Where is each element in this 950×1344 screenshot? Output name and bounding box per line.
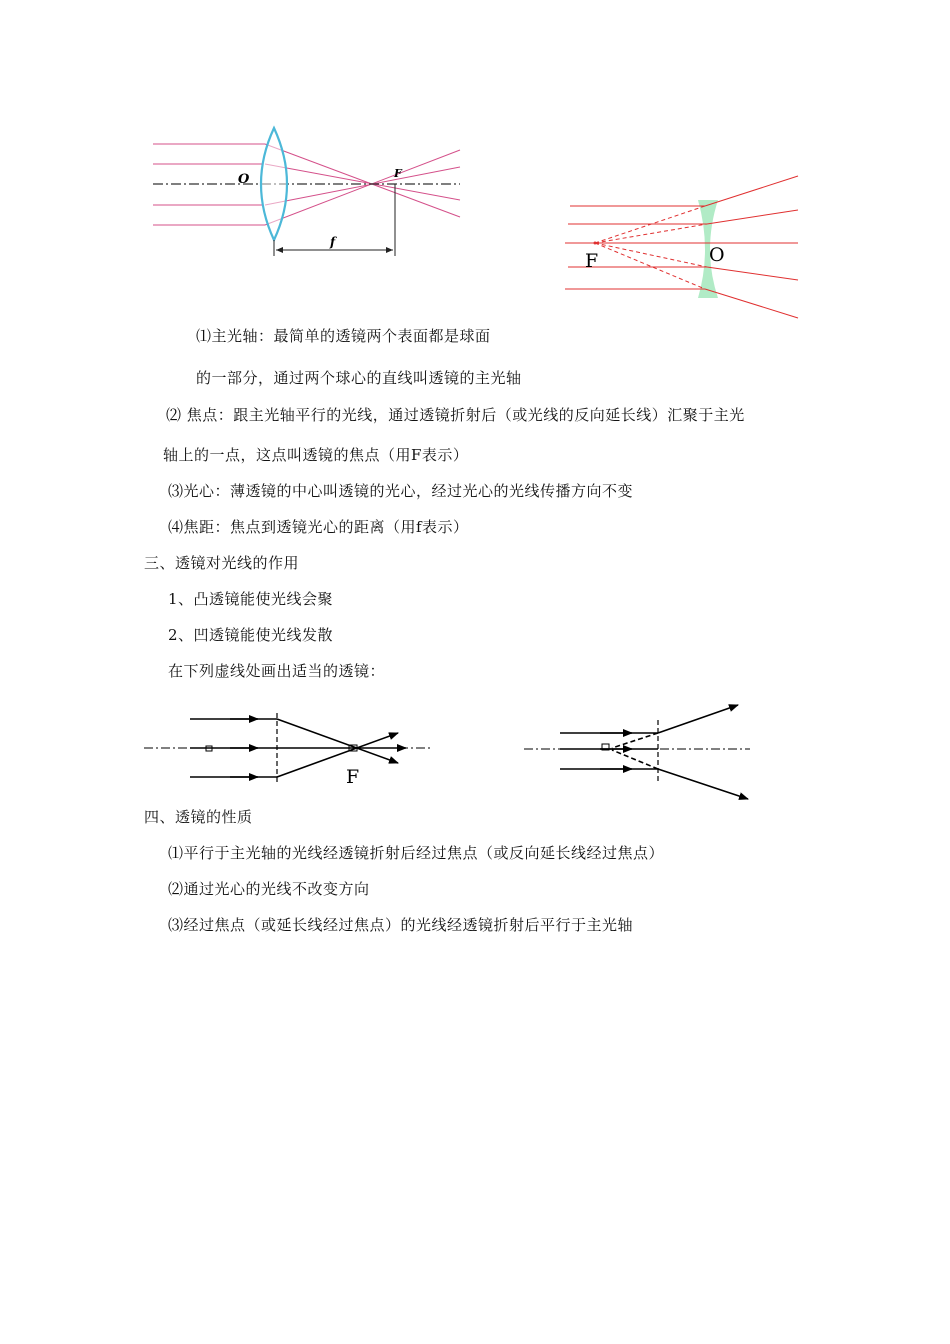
lens-property: ⑶经过焦点（或延长线经过焦点）的光线经透镜折射后平行于主光轴 bbox=[168, 916, 634, 934]
exercise-converging-diagram bbox=[140, 705, 440, 795]
refracted-ray bbox=[707, 210, 798, 224]
focal-arrow-left bbox=[276, 247, 283, 253]
focus-label: F bbox=[394, 167, 402, 180]
focus-definition: ⑵ 焦点：跟主光轴平行的光线，通过透镜折射后（或光线的反向延长线）汇聚于主光 bbox=[166, 406, 745, 424]
focus-label: F bbox=[585, 250, 599, 272]
focal-arrow-right bbox=[386, 247, 393, 253]
refracted-ray bbox=[265, 150, 460, 225]
refracted-ray bbox=[265, 167, 460, 205]
list-item: 1、凸透镜能使光线会聚 bbox=[168, 590, 334, 608]
refracted-ray bbox=[658, 769, 748, 799]
focus-label: F bbox=[346, 766, 360, 788]
virtual-ray bbox=[595, 224, 707, 243]
focal-length-definition: ⑷焦距：焦点到透镜光心的距离（用f表示） bbox=[168, 518, 469, 536]
principal-axis-definition-cont: 的一部分，通过两个球心的直线叫透镜的主光轴 bbox=[196, 369, 522, 387]
refracted-ray bbox=[705, 176, 798, 206]
optical-center-label: O bbox=[709, 244, 725, 266]
concave-lens-diagram bbox=[560, 172, 805, 322]
virtual-ray bbox=[612, 750, 658, 769]
refracted-ray bbox=[277, 733, 398, 777]
list-item: 2、凹透镜能使光线发散 bbox=[168, 626, 334, 644]
convex-lens bbox=[261, 128, 287, 240]
refracted-ray bbox=[265, 164, 460, 200]
virtual-ray bbox=[595, 243, 705, 289]
refracted-ray bbox=[265, 144, 460, 217]
lens-property: ⑴平行于主光轴的光线经透镜折射后经过焦点（或反向延长线经过焦点） bbox=[168, 844, 665, 862]
virtual-ray bbox=[595, 243, 707, 267]
optical-center-label: O bbox=[238, 172, 250, 187]
principal-axis-definition: ⑴主光轴：最简单的透镜两个表面都是球面 bbox=[196, 327, 491, 345]
refracted-ray bbox=[707, 267, 798, 280]
refracted-ray bbox=[658, 705, 738, 733]
optical-center-definition: ⑶光心：薄透镜的中心叫透镜的光心，经过光心的光线传播方向不变 bbox=[168, 482, 634, 500]
refracted-ray bbox=[705, 289, 798, 318]
focus-point bbox=[594, 242, 597, 245]
exercise-diverging-diagram bbox=[520, 700, 755, 804]
lens-property: ⑵通过光心的光线不改变方向 bbox=[168, 880, 370, 898]
focal-length-label: f bbox=[330, 235, 336, 249]
section-heading: 三、透镜对光线的作用 bbox=[144, 554, 300, 572]
virtual-ray bbox=[612, 733, 658, 748]
refracted-ray bbox=[277, 719, 398, 763]
section-heading: 四、透镜的性质 bbox=[144, 808, 253, 826]
focus-definition-cont: 轴上的一点，这点叫透镜的焦点（用F表示） bbox=[163, 446, 469, 464]
convex-lens-diagram bbox=[150, 122, 470, 262]
exercise-prompt: 在下列虚线处画出适当的透镜： bbox=[168, 662, 386, 680]
